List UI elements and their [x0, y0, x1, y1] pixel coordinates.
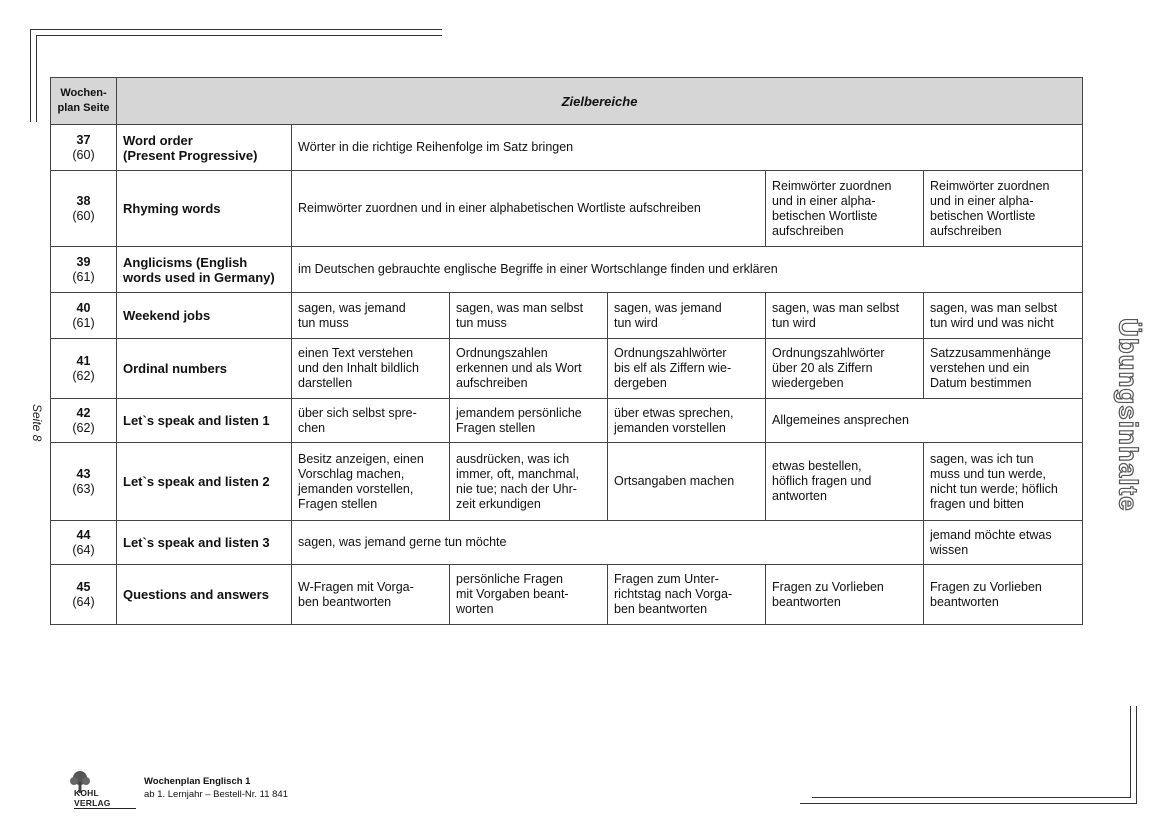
publisher-logo: [64, 770, 136, 808]
week-number: 38: [76, 193, 91, 208]
goal-cell: sagen, was jemand tun wird: [608, 293, 766, 339]
frame-line-bottom-outer: [800, 803, 1137, 804]
topic-cell: Ordinal numbers: [117, 339, 292, 399]
goal-cell: Ordnungszahlwörter über 20 als Ziffern wiedergeben: [766, 339, 924, 399]
publisher-logo-text: KOHL VERLAG: [74, 788, 136, 809]
table-row: [51, 565, 1083, 625]
table-row: [51, 125, 1083, 171]
goal-cell: sagen, was man selbst tun muss: [450, 293, 608, 339]
frame-line-left-outer: [30, 29, 31, 122]
goal-cell: Wörter in die richtige Reihenfolge im Satz bringen: [292, 125, 1083, 171]
week-number: 40: [76, 300, 91, 315]
goal-cell: sagen, was man selbst tun wird: [766, 293, 924, 339]
footer-book-title: Wochenplan Englisch 1: [144, 776, 251, 787]
week-page-cell: [51, 247, 117, 293]
page-number: (63): [72, 481, 95, 496]
goal-cell: über sich selbst spre- chen: [292, 399, 450, 443]
goal-cell: Besitz anzeigen, einen Vorschlag machen, jemanden vorstellen, Fragen stellen: [292, 443, 450, 521]
section-label-text: Übungsinhalte: [1113, 318, 1144, 512]
header-week-page: [51, 78, 117, 125]
goal-cell: Ortsangaben machen: [608, 443, 766, 521]
table-row: [51, 521, 1083, 565]
week-number: 37: [76, 132, 91, 147]
week-page-cell: [51, 339, 117, 399]
week-page-cell: [51, 293, 117, 339]
table-row: [51, 443, 1083, 521]
week-number: 42: [76, 405, 91, 420]
frame-line-right-inner: [1130, 706, 1131, 797]
topic-cell: Weekend jobs: [117, 293, 292, 339]
table-row: [51, 399, 1083, 443]
page-number: (62): [72, 420, 95, 435]
table-header-row: [51, 78, 1083, 125]
topic-cell: Let`s speak and listen 3: [117, 521, 292, 565]
table-row: [51, 293, 1083, 339]
table-row: [51, 171, 1083, 247]
frame-line-top-inner: [36, 35, 442, 36]
topic-cell: Let`s speak and listen 2: [117, 443, 292, 521]
goals-table: [50, 77, 1083, 625]
topic-cell: Anglicisms (English words used in Germany): [117, 247, 292, 293]
week-page-cell: [51, 171, 117, 247]
goal-cell: W-Fragen mit Vorga- ben beantworten: [292, 565, 450, 625]
goal-cell: Fragen zu Vorlieben beantworten: [924, 565, 1083, 625]
section-label-vertical: [1108, 300, 1148, 530]
topic-cell: Let`s speak and listen 1: [117, 399, 292, 443]
footer-book-subtitle: ab 1. Lernjahr – Bestell-Nr. 11 841: [144, 789, 288, 800]
goal-cell: Reimwörter zuordnen und in einer alphabetischen Wortliste aufschreiben: [292, 171, 766, 247]
week-page-cell: [51, 565, 117, 625]
goal-cell: Fragen zu Vorlieben beantworten: [766, 565, 924, 625]
goal-cell: jemand möchte etwas wissen: [924, 521, 1083, 565]
frame-line-left-inner: [36, 35, 37, 122]
page-number: (60): [72, 208, 95, 223]
week-number: 39: [76, 254, 91, 269]
goal-cell: im Deutschen gebrauchte englische Begriffe in einer Wortschlange finden und erklären: [292, 247, 1083, 293]
week-number: 43: [76, 466, 91, 481]
page-number: (64): [72, 594, 95, 609]
goal-cell: persönliche Fragen mit Vorgaben beant- worten: [450, 565, 608, 625]
week-page-cell: [51, 125, 117, 171]
goal-cell: ausdrücken, was ich immer, oft, manchmal, nie tue; nach der Uhr- zeit erkundigen: [450, 443, 608, 521]
page-number: (61): [72, 269, 95, 284]
topic-cell: Rhyming words: [117, 171, 292, 247]
page-number-label: Seite 8: [30, 404, 44, 442]
goal-cell: sagen, was ich tun muss und tun werde, nicht tun werde; höflich fragen und bitten: [924, 443, 1083, 521]
page-number: (64): [72, 542, 95, 557]
header-week-page-text: Wochen- plan Seite: [57, 87, 110, 114]
table-row: [51, 339, 1083, 399]
frame-line-top-outer: [30, 29, 442, 30]
week-page-cell: [51, 399, 117, 443]
goal-cell: sagen, was man selbst tun wird und was nicht: [924, 293, 1083, 339]
frame-line-bottom-inner: [812, 797, 1131, 798]
week-page-cell: [51, 443, 117, 521]
goal-cell: Reimwörter zuordnen und in einer alpha- betischen Wortliste aufschreiben: [766, 171, 924, 247]
goal-cell: sagen, was jemand tun muss: [292, 293, 450, 339]
header-goal-areas: Zielbereiche: [117, 78, 1083, 125]
goal-cell: jemandem persönliche Fragen stellen: [450, 399, 608, 443]
goal-cell: etwas bestellen, höflich fragen und antworten: [766, 443, 924, 521]
goal-cell: Satzzusammenhänge verstehen und ein Datum bestimmen: [924, 339, 1083, 399]
goal-cell: einen Text verstehen und den Inhalt bildlich darstellen: [292, 339, 450, 399]
week-page-cell: [51, 521, 117, 565]
frame-line-right-outer: [1136, 706, 1137, 803]
goal-cell: Fragen zum Unter- richtstag nach Vorga- ben beantworten: [608, 565, 766, 625]
page-number: (61): [72, 315, 95, 330]
page-number: (62): [72, 368, 95, 383]
goal-cell: sagen, was jemand gerne tun möchte: [292, 521, 924, 565]
goal-cell: Allgemeines ansprechen: [766, 399, 1083, 443]
table-row: [51, 247, 1083, 293]
topic-cell: Questions and answers: [117, 565, 292, 625]
week-number: 44: [76, 527, 91, 542]
goal-cell: Ordnungszahlwörter bis elf als Ziffern wie- dergeben: [608, 339, 766, 399]
topic-cell: Word order (Present Progressive): [117, 125, 292, 171]
goal-cell: Ordnungszahlen erkennen und als Wort aufschreiben: [450, 339, 608, 399]
week-number: 45: [76, 579, 91, 594]
week-number: 41: [76, 353, 91, 368]
goal-cell: über etwas sprechen, jemanden vorstellen: [608, 399, 766, 443]
goal-cell: Reimwörter zuordnen und in einer alpha- betischen Wortliste aufschreiben: [924, 171, 1083, 247]
page-number: (60): [72, 147, 95, 162]
